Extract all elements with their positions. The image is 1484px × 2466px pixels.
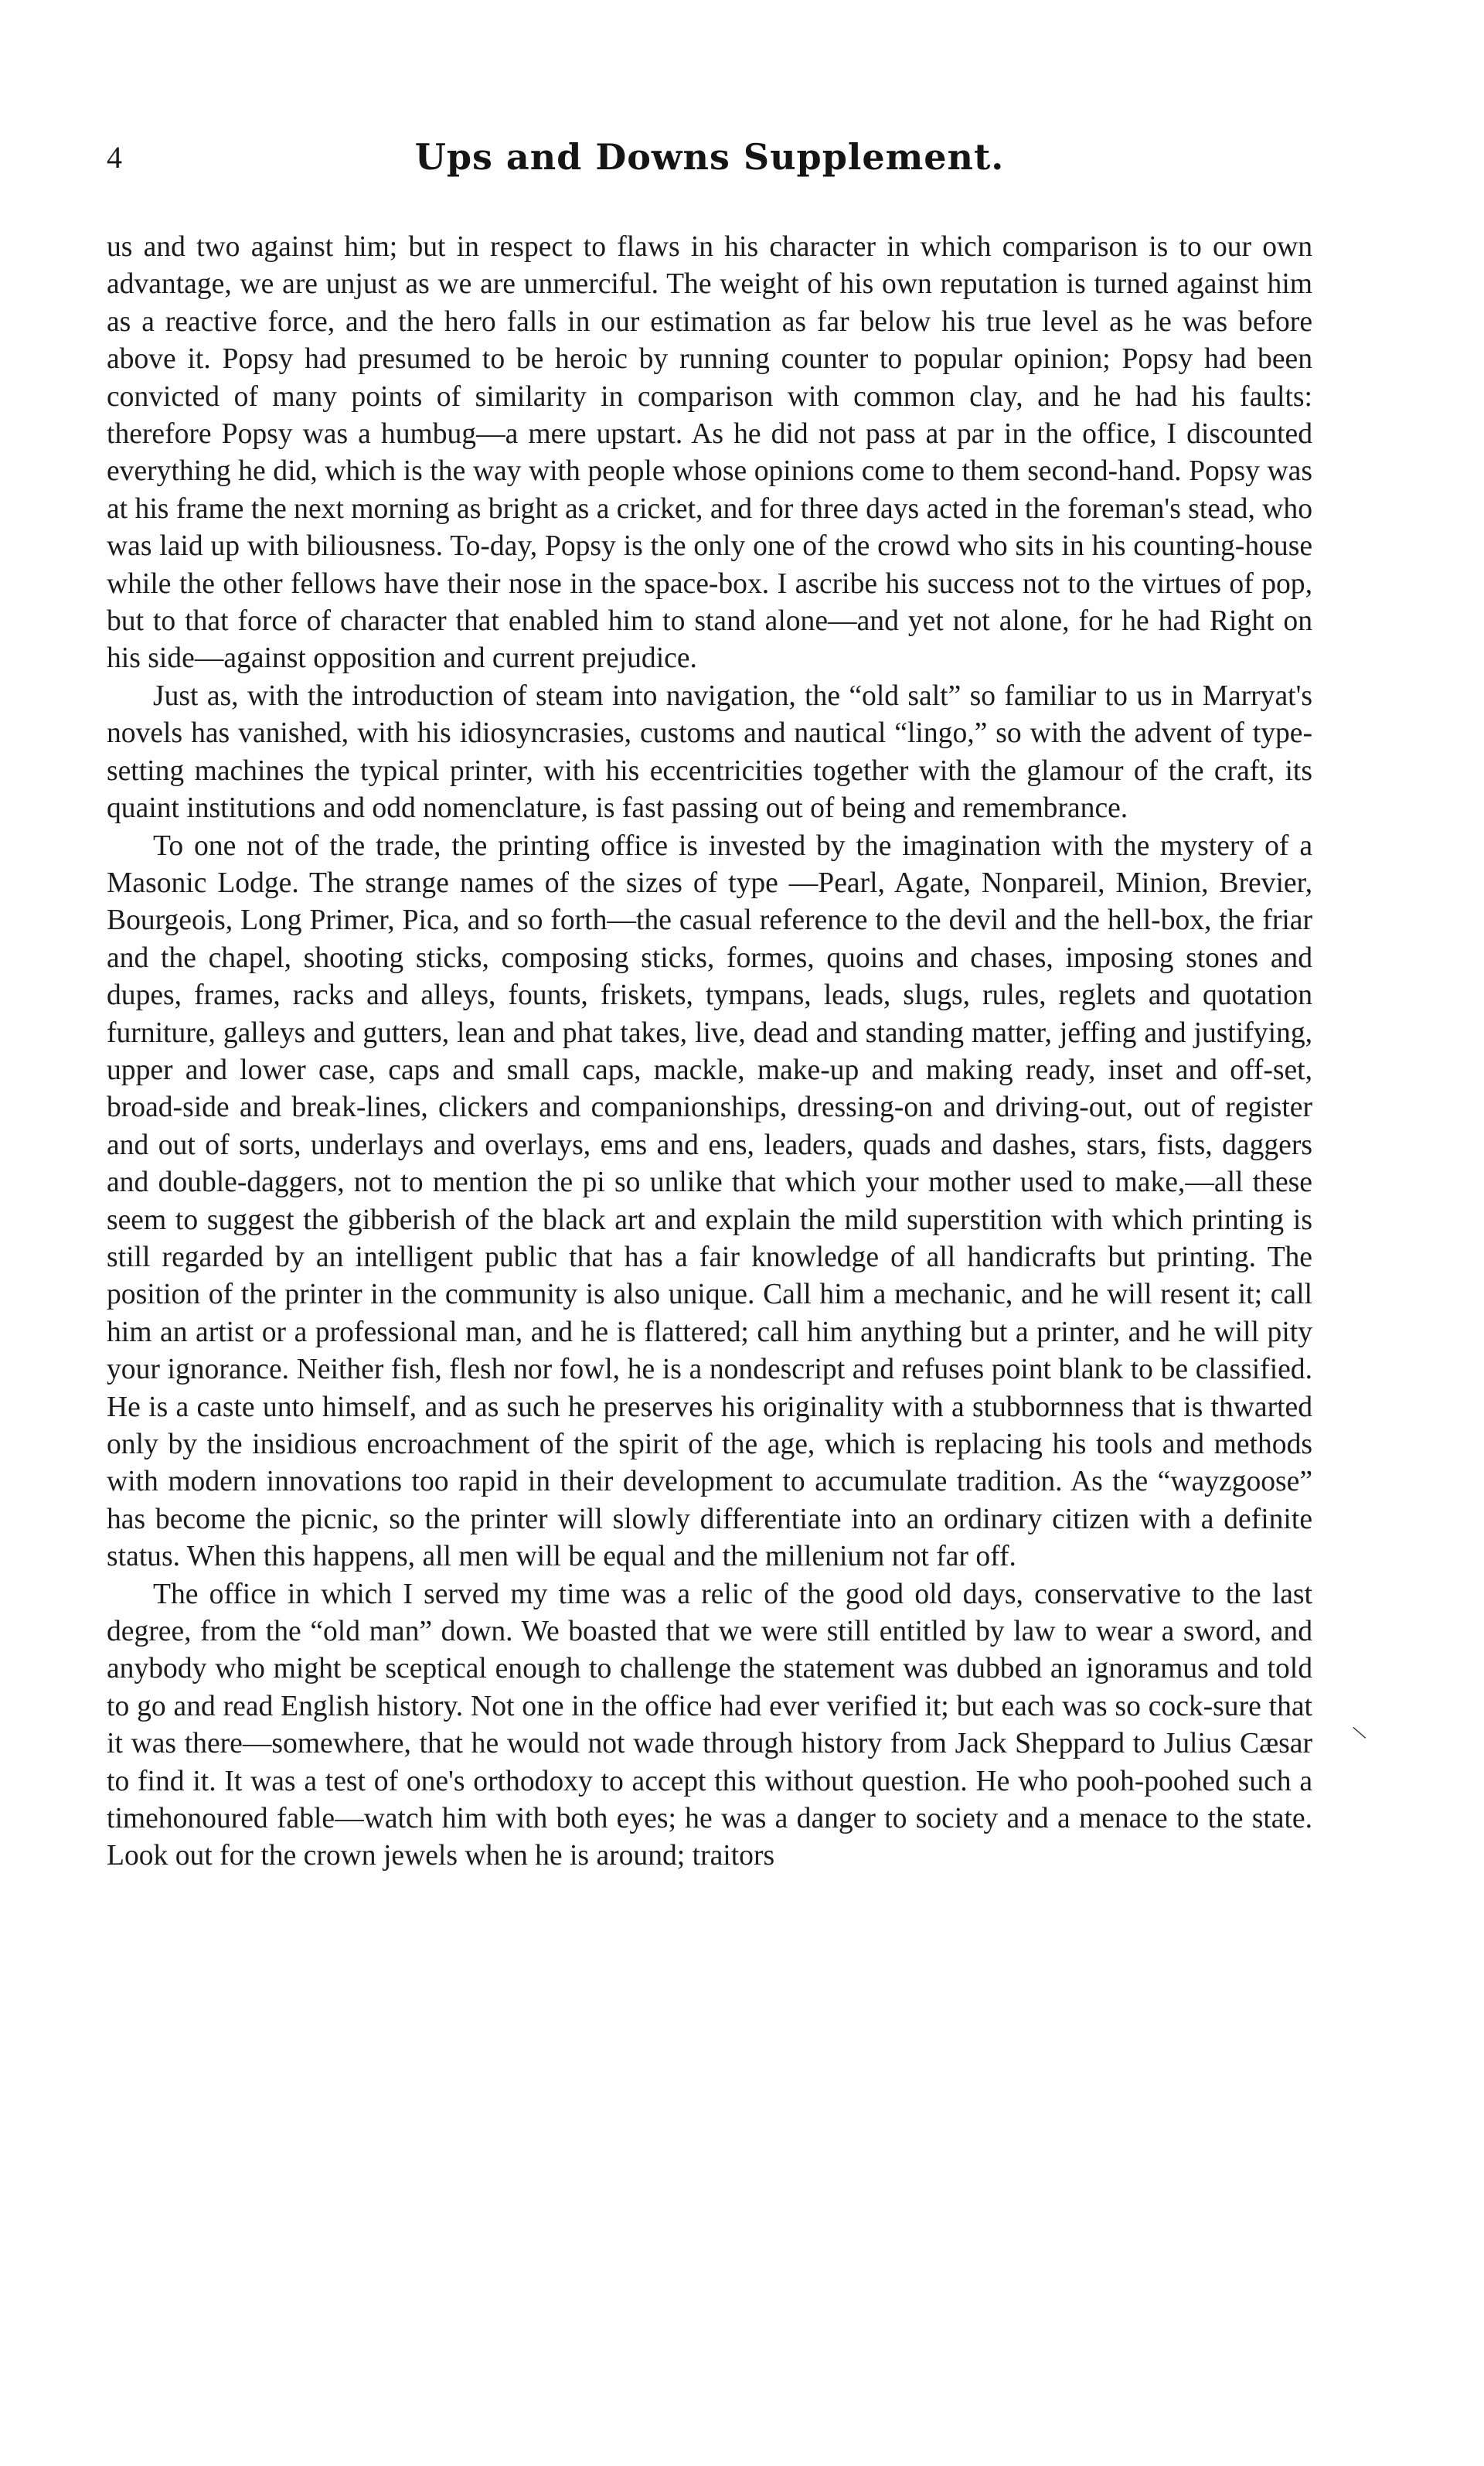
paragraph: us and two against him; but in respect to flaws in his character in which comparison is to our own advantage, we are unjust as we are unmerciful. The weight of his own reputation is turned against him as a reactive force, and the hero falls in our estimation as far below his true level as he was before above it. Popsy had presumed to be heroic by running counter to popular opinion; Popsy had been convicted of many points of similarity in comparison with common clay, and he had his faults: therefore Popsy was a humbug—a mere upstart. As he did not pass at par in the office, I discounted everything he did, which is the way with people whose opinions come to them second-hand. Popsy was at his frame the next morning as bright as a cricket, and for three days acted in the foreman's stead, who was laid up with biliousness. To-day, Popsy is the only one of the crowd who sits in his counting-house while the other fellows have their nose in the space-box. I ascribe his success not to the virtues of pop, but to that force of character that enabled him to stand alone—and yet not alone, for he had Right on his side—against opposition and current prejudice. — [107, 231, 1312, 675]
paragraph: The office in which I served my time was a relic of the good old days, conservative to the last degree, from the “old man” down. We boasted that we were still entitled by law to wear a sword, and anybody who might be sceptical enough to challenge the statement was dubbed an ignoramus and told to go and read English history. Not one in the office had ever verified it; but each was so cock-sure that it was there—somewhere, that he would not wade through history from Jack Sheppard to Julius Cæsar to find it. It was a test of one's orthodoxy to accept this without question. He who pooh-poohed such a timehonoured fable—watch him with both eyes; he was a danger to society and a menace to the state. Look out for the crown jewels when he is around; traitors — [107, 1578, 1312, 1872]
page-header — [107, 136, 1312, 198]
stray-ink-mark: \ — [1350, 1720, 1369, 1746]
running-head-title: Ups and Downs Supplement. — [414, 136, 1005, 178]
body-text — [107, 229, 1312, 1875]
paragraph: Just as, with the introduction of steam into navigation, the “old salt” so familiar to us in Marryat's novels has vanished, with his idiosyncrasies, customs and nautical “lingo,” so with the advent of type-setting machines the typical printer, with his eccentricities together with the glamour of the craft, its quaint institutions and odd nomenclature, is fast passing out of being and remembrance. — [107, 680, 1312, 825]
paragraph: To one not of the trade, the printing office is invested by the imagination with the mystery of a Masonic Lodge. The strange names of the sizes of type —Pearl, Agate, Nonpareil, Minion, Brevier, Bourgeois, Long Primer, Pica, and so forth—the casual reference to the devil and the hell-box, the friar and the chapel, shooting sticks, composing sticks, formes, quoins and chases, imposing stones and dupes, frames, racks and alleys, founts, friskets, tympans, leads, slugs, rules, reglets and quotation furniture, galleys and gutters, lean and phat takes, live, dead and standing matter, jeffing and justifying, upper and lower case, caps and small caps, mackle, make-up and making ready, inset and off-set, broad-side and break-lines, clickers and companionships, dressing-on and driving-out, out of register and out of sorts, underlays and overlays, ems and ens, leaders, quads and dashes, stars, fists, daggers and double-daggers, not to mention the pi so unlike that which your mother used to make,—all these seem to suggest the gibberish of the black art and explain the mild superstition with which printing is still regarded by an intelligent public that has a fair knowledge of all handicrafts but printing. The position of the printer in the community is also unique. Call him a mechanic, and he will resent it; call him an artist or a professional man, and he is flattered; call him anything but a printer, and he will pity your ignorance. Neither fish, flesh nor fowl, he is a nondescript and refuses point blank to be classified. He is a caste unto himself, and as such he preserves his originality with a stubbornness that is thwarted only by the insidious encroachment of the spirit of the age, which is replacing his tools and methods with modern innovations too rapid in their development to accumulate tradition. As the “wayzgoose” has become the picnic, so the printer will slowly differentiate into an ordinary citizen with a definite status. When this happens, all men will be equal and the millenium not far off. — [107, 829, 1312, 1573]
page-number: 4 — [107, 140, 122, 175]
